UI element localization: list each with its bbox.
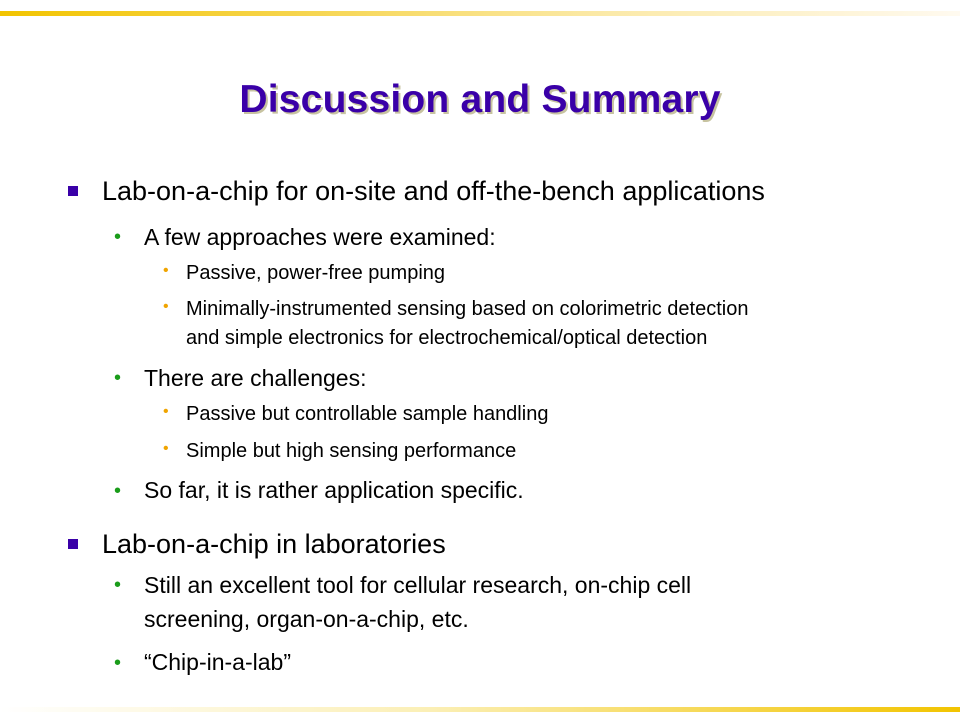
bullet-challenges: There are challenges: — [144, 365, 367, 391]
bullet-laboratories: Lab-on-a-chip in laboratories — [102, 529, 446, 559]
bullet-minimal-sensing: Minimally-instrumented sensing based on colorimetric detection — [186, 298, 749, 320]
bullet-passive-pumping: Passive, power-free pumping — [186, 262, 446, 284]
dot-bullet-icon: • — [114, 574, 122, 596]
bullet-onsite-applications: Lab-on-a-chip for on-site and off-the-bench applications — [102, 176, 765, 206]
dot-bullet-icon: • — [163, 298, 169, 315]
top-decorative-rule — [0, 11, 960, 16]
bullet-sample-handling: Passive but controllable sample handling — [186, 403, 549, 425]
dot-bullet-icon: • — [114, 652, 122, 674]
dot-bullet-icon: • — [163, 403, 169, 420]
bottom-decorative-rule — [0, 707, 960, 712]
bullet-cellular-research: Still an excellent tool for cellular research, on-chip cell — [144, 572, 692, 598]
bullet-approaches-examined: A few approaches were examined: — [144, 224, 496, 250]
bullet-cellular-research-continued: screening, organ-on-a-chip, etc. — [144, 606, 469, 632]
square-bullet-icon — [68, 186, 78, 196]
dot-bullet-icon: • — [163, 440, 169, 457]
dot-bullet-icon: • — [114, 367, 122, 389]
bullet-sensing-performance: Simple but high sensing performance — [186, 440, 517, 462]
dot-bullet-icon: • — [114, 226, 122, 248]
bullet-application-specific: So far, it is rather application specific. — [144, 477, 524, 503]
square-bullet-icon — [68, 539, 78, 549]
bullet-chip-in-a-lab: “Chip-in-a-lab” — [144, 649, 291, 675]
dot-bullet-icon: • — [163, 262, 169, 279]
slide-title: Discussion and Summary — [239, 78, 721, 121]
bullet-minimal-sensing-continued: and simple electronics for electrochemical/optical detection — [186, 327, 708, 349]
dot-bullet-icon: • — [114, 480, 122, 502]
